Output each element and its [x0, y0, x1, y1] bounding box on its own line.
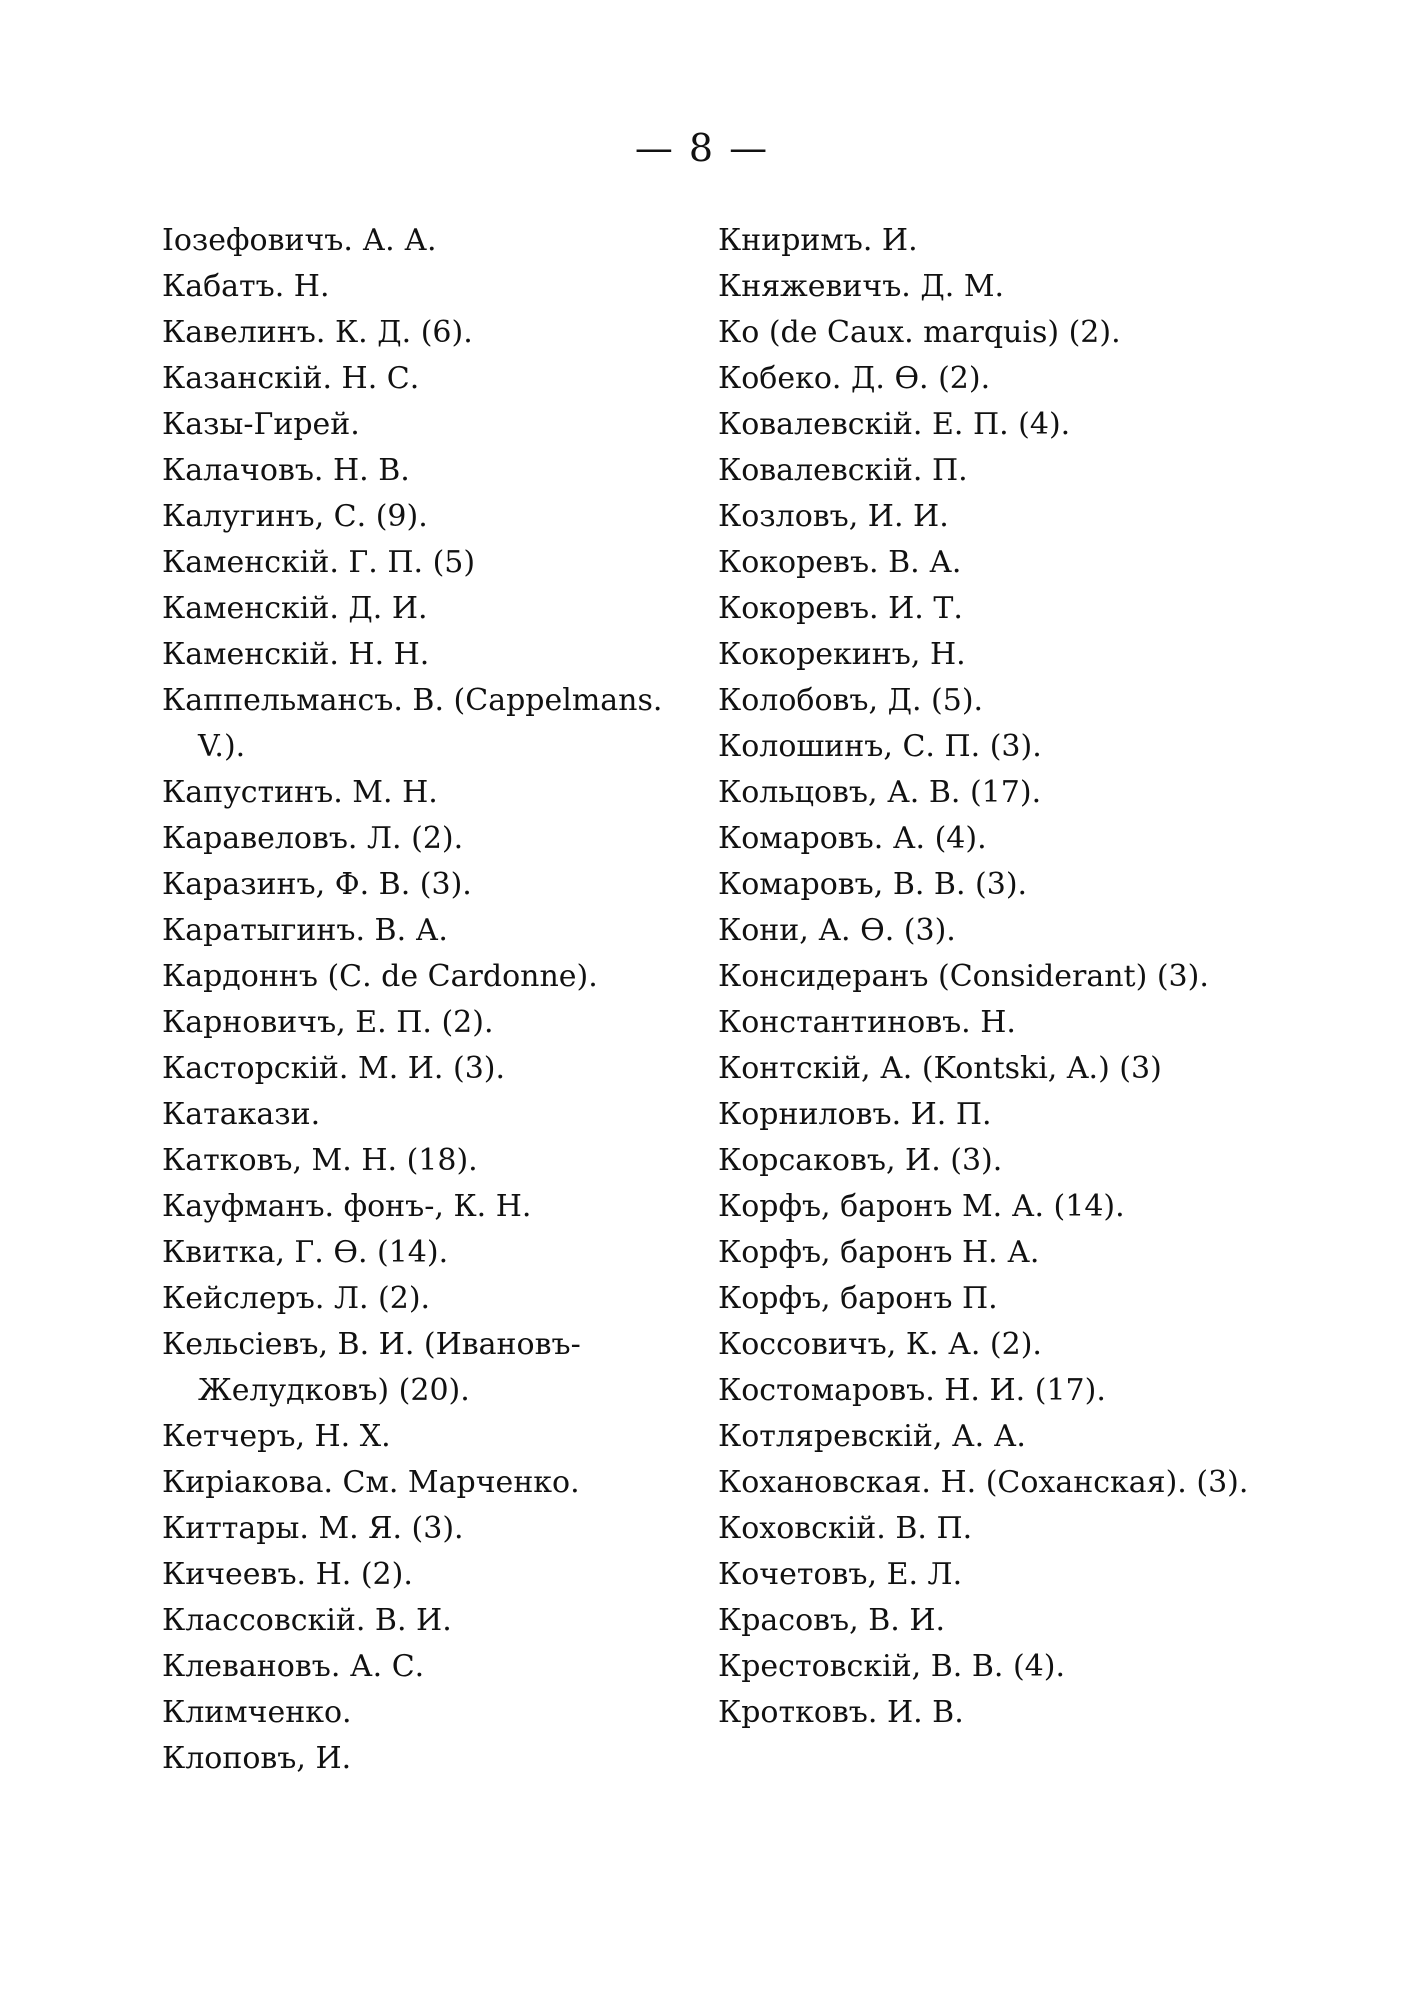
index-entry: Кетчеръ, Н. Х.: [162, 1419, 391, 1454]
index-entry: Каравеловъ. Л. (2).: [162, 821, 464, 856]
index-entry: Каратыгинъ. В. А.: [162, 913, 448, 948]
index-entry: Корсаковъ, И. (3).: [718, 1143, 1003, 1178]
index-entry: Ковалевскій. Е. П. (4).: [718, 407, 1071, 442]
index-entry: Кобеко. Д. Ѳ. (2).: [718, 361, 991, 396]
index-entry: Кельсіевъ, В. И. (Ивановъ-Желудковъ) (20).: [162, 1327, 581, 1408]
index-entry: Кохановская. Н. (Соханская). (3).: [718, 1465, 1249, 1500]
index-entry: Клоповъ, И.: [162, 1741, 352, 1776]
index-entry: Кауфманъ. фонъ-, К. Н.: [162, 1189, 532, 1224]
index-entry: Комаровъ. А. (4).: [718, 821, 987, 856]
index-entry: Каменскій. Н. Н.: [162, 637, 430, 672]
index-entry: Кокоревъ. И. Т.: [718, 591, 963, 626]
index-entry: Кротковъ. И. В.: [718, 1695, 964, 1730]
index-entry: Коссовичъ, К. А. (2).: [718, 1327, 1042, 1362]
index-entry: Каппельмансъ. В. (Cappelmans. V.).: [162, 683, 663, 764]
index-entry: Калугинъ, С. (9).: [162, 499, 428, 534]
index-entry: Корфъ, баронъ П.: [718, 1281, 998, 1316]
index-entry: Клевановъ. А. С.: [162, 1649, 425, 1684]
index-entry: Корфъ, баронъ Н. А.: [718, 1235, 1040, 1270]
index-entry: Кони, А. Ѳ. (3).: [718, 913, 956, 948]
index-entry: Корниловъ. И. П.: [718, 1097, 992, 1132]
index-entry: Кокорекинъ, Н.: [718, 637, 966, 672]
index-entry: Каразинъ, Ф. В. (3).: [162, 867, 472, 902]
index-entry: Кардоннъ (С. de Cardonne).: [162, 959, 598, 994]
index-entry: Казы-Гирей.: [162, 407, 360, 442]
index-entry: Красовъ, В. И.: [718, 1603, 946, 1638]
index-entry: Классовскій. В. И.: [162, 1603, 452, 1638]
index-entry: Карновичъ, Е. П. (2).: [162, 1005, 494, 1040]
index-entry: Княжевичъ. Д. М.: [718, 269, 1005, 304]
index-entry: Контскій, А. (Kontski, A.) (3): [718, 1051, 1162, 1086]
index-entry: Константиновъ. Н.: [718, 1005, 1016, 1040]
index-entry: Козловъ, И. И.: [718, 499, 949, 534]
index-entry: Консидеранъ (Considerant) (3).: [718, 959, 1209, 994]
index-entry: Кавелинъ. К. Д. (6).: [162, 315, 473, 350]
index-entry: Коховскій. В. П.: [718, 1511, 973, 1546]
index-entry: Колошинъ, С. П. (3).: [718, 729, 1042, 764]
right-column: [718, 218, 1278, 1736]
index-entry: Катковъ, М. Н. (18).: [162, 1143, 478, 1178]
index-entry: Костомаровъ. Н. И. (17).: [718, 1373, 1106, 1408]
index-entry: Киттары. М. Я. (3).: [162, 1511, 464, 1546]
index-entry: Кичеевъ. Н. (2).: [162, 1557, 413, 1592]
index-entry: Котляревскій, А. А.: [718, 1419, 1026, 1454]
index-entry: Каменскій. Д. И.: [162, 591, 428, 626]
index-entry: Комаровъ, В. В. (3).: [718, 867, 1028, 902]
index-entry: Квитка, Г. Ѳ. (14).: [162, 1235, 449, 1270]
index-entry: Іозефовичъ. А. А.: [162, 223, 437, 258]
index-entry: Корфъ, баронъ М. А. (14).: [718, 1189, 1125, 1224]
index-entry: Колобовъ, Д. (5).: [718, 683, 984, 718]
index-entry: Катакази.: [162, 1097, 321, 1132]
index-entry: Капустинъ. М. Н.: [162, 775, 438, 810]
index-entry: Калачовъ. Н. В.: [162, 453, 410, 488]
page-number: — 8 —: [634, 126, 770, 170]
index-entry: Ковалевскій. П.: [718, 453, 968, 488]
left-column: [162, 218, 702, 1782]
index-entry: Книримъ. И.: [718, 223, 918, 258]
index-entry: Крестовскій, В. В. (4).: [718, 1649, 1066, 1684]
index-entry: Кейслеръ. Л. (2).: [162, 1281, 431, 1316]
index-entry: Кочетовъ, Е. Л.: [718, 1557, 963, 1592]
index-entry: Казанскій. Н. С.: [162, 361, 420, 396]
index-entry: Кольцовъ, А. В. (17).: [718, 775, 1042, 810]
index-entry: Каменскій. Г. П. (5): [162, 545, 476, 580]
index-entry: Кабатъ. Н.: [162, 269, 330, 304]
index-entry: Климченко.: [162, 1695, 352, 1730]
index-entry: Кокоревъ. В. А.: [718, 545, 962, 580]
index-entry: Киріакова. См. Марченко.: [162, 1465, 580, 1500]
index-entry: Ко (de Caux. marquis) (2).: [718, 315, 1121, 350]
index-entry: Касторскій. М. И. (3).: [162, 1051, 506, 1086]
